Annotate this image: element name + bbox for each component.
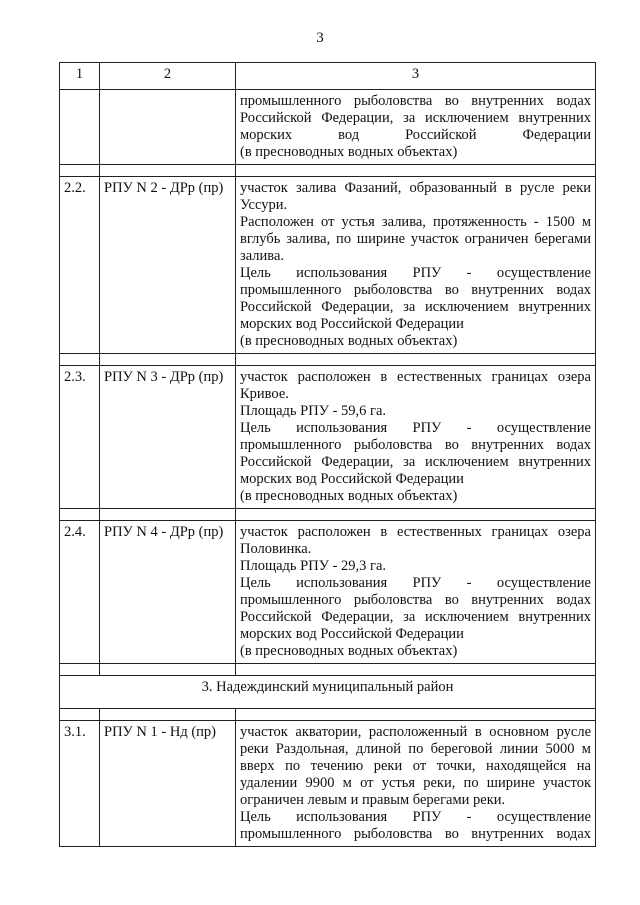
- row-number: 3.1.: [60, 721, 100, 847]
- table-row-2-2: [60, 177, 596, 354]
- row-gap: [60, 509, 596, 521]
- header-col-2: 2: [100, 63, 236, 90]
- continuation-row: [60, 90, 596, 165]
- description-paragraph: Цель использования РПУ - осуществление промышленного рыболовства во внутренних водах: [240, 809, 591, 842]
- continuation-line-1: промышленного рыболовства во внутренних водах: [240, 93, 591, 109]
- description-paragraph: Расположен от устья залива, протяженность - 1500 м вглубь залива, по ширине участок ограничен берегами залива.: [240, 214, 591, 264]
- area-code: РПУ N 2 - ДРр (пр): [100, 177, 236, 354]
- continuation-description: [236, 90, 596, 165]
- continuation-line-2: Российской Федерации, за исключением внутренних: [240, 110, 591, 126]
- page-number: 3: [316, 30, 324, 46]
- area-code: РПУ N 3 - ДРр (пр): [100, 366, 236, 509]
- description-paragraph: Площадь РПУ - 29,3 га.: [240, 558, 387, 574]
- table-row-3-1: [60, 721, 596, 847]
- section-title: 3. Надеждинский муниципальный район: [60, 676, 596, 709]
- area-code: РПУ N 4 - ДРр (пр): [100, 521, 236, 664]
- description-paragraph: участок расположен в естественных границах озера Половинка.: [240, 524, 591, 557]
- table-header-row: [60, 63, 596, 90]
- row-gap: [60, 709, 596, 721]
- continuation-num-cell: [60, 90, 100, 165]
- description-paragraph: участок расположен в естественных границах озера Кривое.: [240, 369, 591, 402]
- description-paragraph: (в пресноводных водных объектах): [240, 488, 458, 504]
- area-description: [236, 521, 596, 664]
- row-gap: [60, 664, 596, 676]
- area-description: [236, 366, 596, 509]
- section-heading-row: [60, 676, 596, 709]
- area-code: РПУ N 1 - Нд (пр): [100, 721, 236, 847]
- description-paragraph: участок залива Фазаний, образованный в русле реки Уссури.: [240, 180, 591, 213]
- row-gap: [60, 354, 596, 366]
- continuation-line-4: (в пресноводных водных объектах): [240, 144, 458, 160]
- fishing-areas-table: [59, 62, 596, 847]
- continuation-line-3: морских вод Российской Федерации: [240, 127, 591, 143]
- description-paragraph: Цель использования РПУ - осуществление промышленного рыболовства во внутренних водах Российской Федерации, за исключением внутренних морских вод Российской Федерации: [240, 420, 591, 487]
- row-gap: [60, 165, 596, 177]
- row-number: 2.2.: [60, 177, 100, 354]
- description-paragraph: участок акватории, расположенный в основном русле реки Раздольная, длиной по береговой линии 5000 м вверх по течению реки от точки, находящейся на удалении 9900 м от устья реки, по ширине участок ограничен левым и правым берегами реки.: [240, 724, 591, 808]
- table-row-2-3: [60, 366, 596, 509]
- area-description: [236, 177, 596, 354]
- description-paragraph: (в пресноводных водных объектах): [240, 333, 458, 349]
- description-paragraph: Площадь РПУ - 59,6 га.: [240, 403, 387, 419]
- description-paragraph: Цель использования РПУ - осуществление промышленного рыболовства во внутренних водах Российской Федерации, за исключением внутренних морских вод Российской Федерации: [240, 265, 591, 332]
- row-number: 2.4.: [60, 521, 100, 664]
- row-number: 2.3.: [60, 366, 100, 509]
- area-description: [236, 721, 596, 847]
- description-paragraph: Цель использования РПУ - осуществление промышленного рыболовства во внутренних водах Российской Федерации, за исключением внутренних морских вод Российской Федерации: [240, 575, 591, 642]
- continuation-code-cell: [100, 90, 236, 165]
- header-col-1: 1: [60, 63, 100, 90]
- table-row-2-4: [60, 521, 596, 664]
- header-col-3: 3: [236, 63, 596, 90]
- description-paragraph: (в пресноводных водных объектах): [240, 643, 458, 659]
